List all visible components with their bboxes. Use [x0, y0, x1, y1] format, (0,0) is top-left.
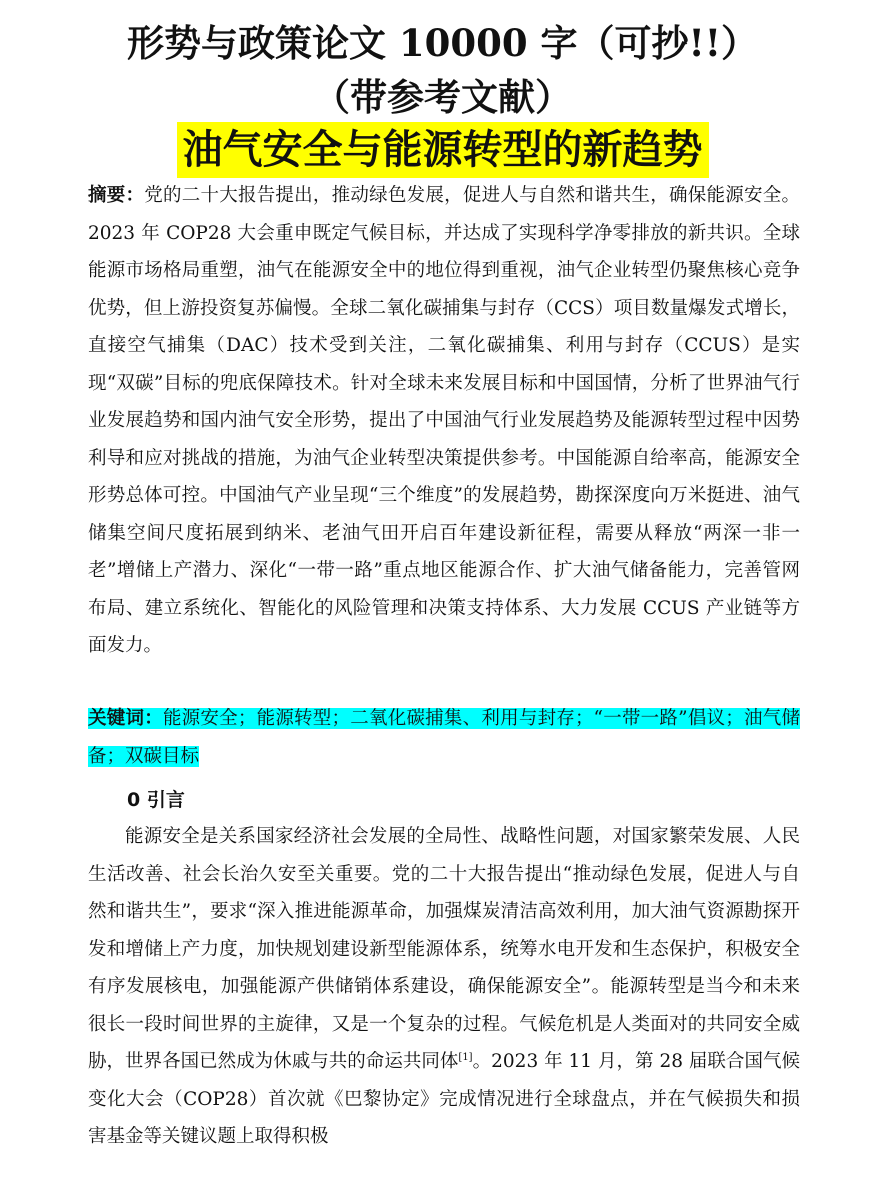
document-subtitle: （带参考文献） — [313, 75, 572, 119]
intro-text-1: 能源安全是关系国家经济社会发展的全局性、战略性问题，对国家繁荣发展、人民生活改善、社会长治久安至关重要。党的二十大报告提出“推动绿色发展，促进人与自然和谐共生”，要求“深入推进能源革命，加强煤炭清洁高效利用，加大油气资源勘探开发和增储上产力度，加快规划建设新型能源体系，统筹水电开发和生态保护，积极安全有序发展核电，加强能源产供储销体系建设，确保能源安全”。能源转型是当今和未来很长一段时间世界的主旋律，又是一个复杂的过程。气候危机是人类面对的共同安全威胁，世界各国已然成为休戚与共的命运共同体 — [88, 826, 800, 1072]
article-title-wrap — [0, 122, 885, 178]
article-title: 油气安全与能源转型的新趋势 — [177, 122, 709, 178]
keywords-label: 关键词： — [88, 708, 163, 729]
citation-ref: [1] — [458, 1051, 473, 1063]
intro-text-2: 。2023 年 11 月，第 28 届联合国气候变化大会（COP28）首次就《巴黎协定》完成情况进行全球盘点，并在气候损失和损害基金等关键议题上取得积极 — [88, 1051, 800, 1147]
abstract-paragraph — [88, 177, 800, 665]
abstract-label: 摘要： — [88, 185, 145, 206]
intro-paragraph — [88, 818, 800, 1156]
section-heading: 0 引言 — [127, 789, 185, 811]
document-title: 形势与政策论文 10000 字（可抄!!） — [127, 21, 758, 65]
abstract-text: 党的二十大报告提出，推动绿色发展，促进人与自然和谐共生，确保能源安全。2023 年 COP28 大会重申既定气候目标，并达成了实现科学净零排放的新共识。全球能源市场格局重塑，油气在能源安全中的地位得到重视，油气企业转型仍聚焦核心竞争优势，但上游投资复苏偏慢。全球二氧化碳捕集与封存（CCS）项目数量爆发式增长，直接空气捕集（DAC）技术受到关注，二氧化碳捕集、利用与封存（CCUS）是实现“双碳”目标的兜底保障技术。针对全球未来发展目标和中国国情，分析了世界油气行业发展趋势和国内油气安全形势，提出了中国油气行业发展趋势及能源转型过程中因势利导和应对挑战的措施，为油气企业转型决策提供参考。中国能源自给率高，能源安全形势总体可控。中国油气产业呈现“三个维度”的发展趋势，勘探深度向万米挺进、油气储集空间尺度拓展到纳米、老油气田开启百年建设新征程，需要从释放“两深一非一老”增储上产潜力、深化“一带一路”重点地区能源合作、扩大油气储备能力，完善管网布局、建立系统化、智能化的风险管理和决策支持体系、大力发展 CCUS 产业链等方面发力。 — [88, 185, 800, 656]
keywords-paragraph — [88, 700, 800, 775]
keywords-text: 能源安全；能源转型；二氧化碳捕集、利用与封存；“一带一路”倡议；油气储备；双碳目标 — [88, 708, 800, 767]
